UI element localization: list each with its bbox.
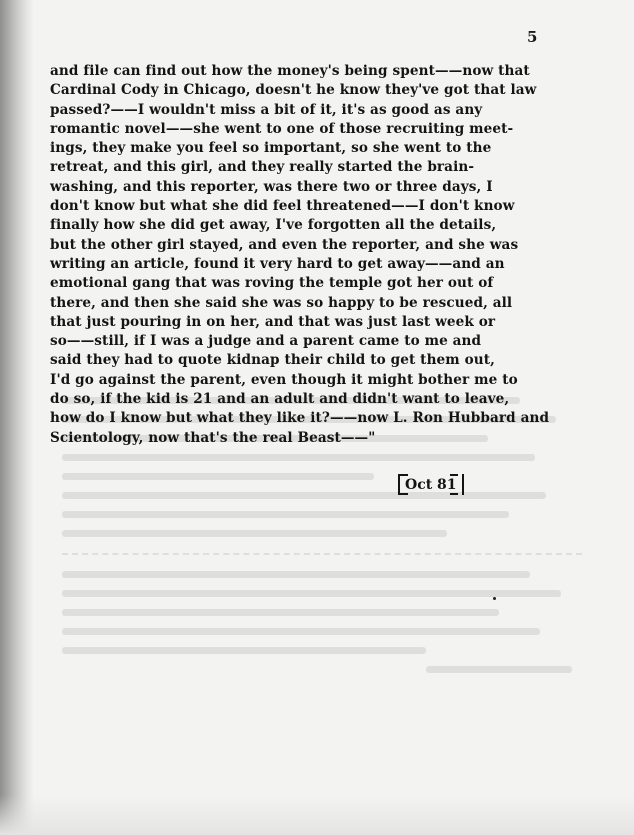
text-line: that just pouring in on her, and that was just last week or bbox=[50, 313, 496, 330]
text-line: so——still, if I was a judge and a parent came to me and bbox=[50, 333, 482, 350]
text-line: writing an article, found it very hard to get away——and an bbox=[50, 255, 505, 272]
text-line: washing, and this reporter, was there two or three days, I bbox=[50, 178, 493, 195]
text-line: there, and then she said she was so happy to be rescued, all bbox=[50, 294, 513, 311]
text-line: but the other girl stayed, and even the reporter, and she was bbox=[50, 236, 519, 253]
date-stamp: Oct 81 bbox=[398, 474, 464, 495]
text-line: said they had to quote kidnap their child to get them out, bbox=[50, 352, 495, 369]
text-line: I'd go against the parent, even though it might bother me to bbox=[50, 371, 518, 388]
text-line: Cardinal Cody in Chicago, doesn't he know they've got that law bbox=[50, 82, 537, 99]
text-line: ings, they make you feel so important, so she went to the bbox=[50, 140, 492, 157]
page-bottom-shadow bbox=[0, 795, 634, 835]
text-line: emotional gang that was roving the temple got her out of bbox=[50, 275, 494, 292]
text-line: finally how she did get away, I've forgotten all the details, bbox=[50, 217, 497, 234]
text-line: do so, if the kid is 21 and an adult and didn't want to leave, bbox=[50, 391, 510, 408]
ink-speck bbox=[493, 597, 496, 600]
text-line: how do I know but what they like it?——now L. Ron Hubbard and bbox=[50, 410, 550, 427]
text-line: retreat, and this girl, and they really started the brain- bbox=[50, 159, 475, 176]
binding-gutter-shadow bbox=[0, 0, 34, 835]
body-text bbox=[50, 62, 590, 448]
text-line: don't know but what she did feel threatened——I don't know bbox=[50, 198, 515, 215]
page-number: 5 bbox=[527, 28, 538, 46]
text-line: passed?——I wouldn't miss a bit of it, it's as good as any bbox=[50, 101, 483, 118]
text-line: and file can find out how the money's being spent——now that bbox=[50, 63, 530, 79]
text-line: romantic novel——she went to one of those recruiting meet- bbox=[50, 120, 514, 137]
text-line: Scientology, now that's the real Beast——" bbox=[50, 429, 376, 446]
